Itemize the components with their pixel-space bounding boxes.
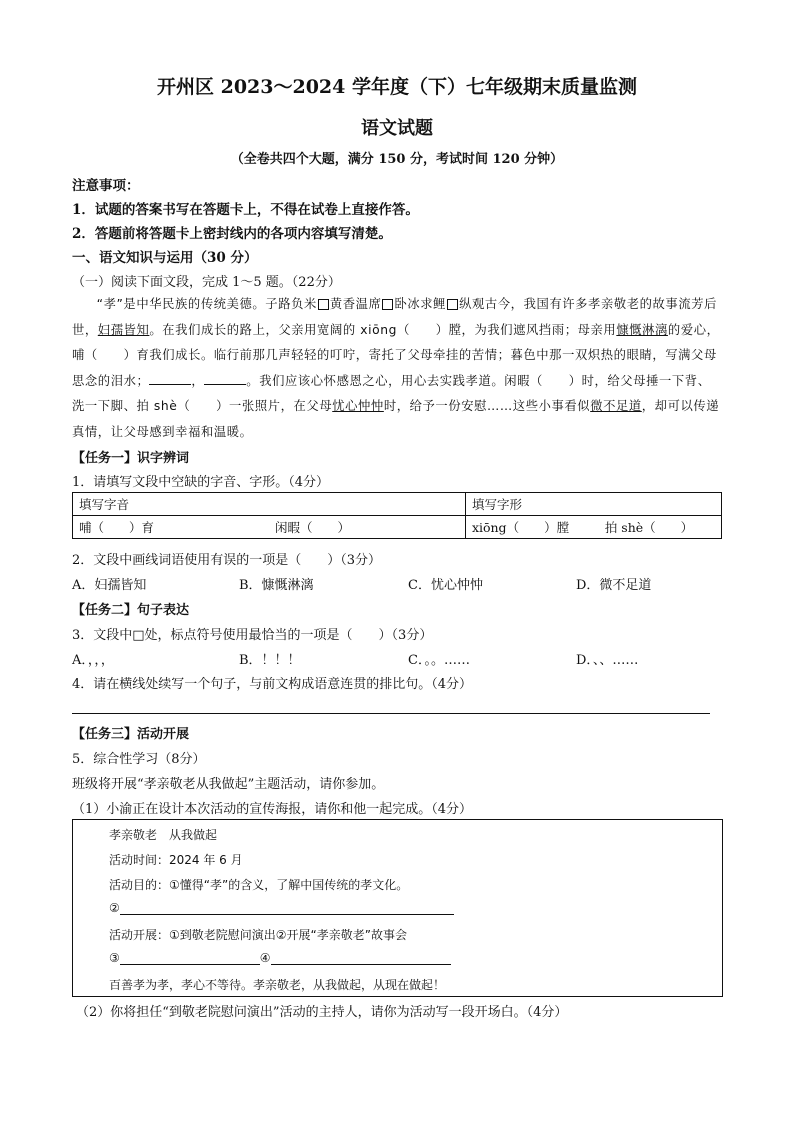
underlined-word-3: 忧心忡忡	[332, 399, 384, 413]
q2-option-b[interactable]: B．慷慨淋漓	[239, 578, 314, 593]
cell-xiong-tang[interactable]: xiōng（ ）膛	[465, 516, 598, 539]
cell-pai-she[interactable]: 拍 shè（ ）	[599, 516, 722, 539]
table-header-characters: 填写字形	[465, 493, 721, 516]
task2-heading: 【任务二】句子表达	[72, 603, 190, 618]
task3-intro: 班级将开展“孝亲敬老从我做起”主题活动，请你参加。	[72, 777, 385, 792]
form-4-blank[interactable]	[271, 964, 451, 965]
question-3: 3．文段中□处，标点符号使用最恰当的一项是（ ）（3分）	[72, 628, 433, 643]
note-item-2: 2．答题前将答题卡上密封线内的各项内容填写清楚。	[72, 226, 392, 242]
fill-table	[72, 492, 722, 539]
blank-line-1[interactable]	[149, 384, 191, 385]
question-2: 2．文段中画线词语使用有误的一项是（ ）（3分）	[72, 553, 382, 568]
poster-slogan: 百善孝为孝，孝心不等待。孝亲敬老，从我做起，从现在做起！	[109, 978, 446, 992]
note-item-1: 1．试题的答案书写在答题卡上，不得在试卷上直接作答。	[72, 202, 419, 218]
question-4: 4．请在横线处续写一个句子，与前文构成语意连贯的排比句。（4分）	[72, 677, 473, 692]
q3-option-a[interactable]: A．，，，	[72, 653, 114, 668]
purpose-2-blank[interactable]	[120, 914, 454, 915]
exam-title: 开州区 2023～2024 学年度（下）七年级期末质量监测	[157, 76, 637, 98]
exam-info: （全卷共四个大题，满分 150 分，考试时间 120 分钟）	[230, 152, 564, 167]
poster-forms: 活动开展：①到敬老院慰问演出②开展“孝亲敬老”故事会	[109, 928, 407, 942]
question-5: 5．综合性学习（8分）	[72, 752, 206, 767]
underlined-word-4: 微不足道	[590, 399, 642, 413]
q3-option-d[interactable]: D．、、……	[576, 653, 639, 668]
punct-box-1	[318, 299, 329, 310]
notes-heading: 注意事项：	[72, 178, 140, 194]
cell-bu-yu[interactable]: 哺（ ）育	[73, 516, 269, 539]
blank-line-2[interactable]	[204, 384, 246, 385]
question-5-2: （2）你将担任“到敬老院慰问演出”活动的主持人，请你为活动写一段开场白。（4分）	[76, 1005, 568, 1020]
task3-heading: 【任务三】活动开展	[72, 727, 190, 742]
underlined-word-2: 慷慨淋漓	[616, 322, 668, 337]
section1-intro: （一）阅读下面文段，完成 1～5 题。（22分）	[72, 275, 341, 290]
form-3-blank[interactable]	[120, 964, 260, 965]
subject-title: 语文试题	[361, 118, 433, 139]
punct-box-3	[447, 299, 458, 310]
poster-forms-34: ③ ④	[109, 951, 451, 965]
q3-option-b[interactable]: B．！！！	[239, 653, 301, 668]
poster-purpose-2: ②	[109, 901, 454, 915]
task1-heading: 【任务一】识字辨词	[72, 451, 190, 466]
underlined-word-1: 妇孺皆知	[97, 322, 150, 337]
q4-answer-line[interactable]	[72, 713, 710, 714]
punct-box-2	[382, 299, 393, 310]
q2-option-c[interactable]: C．忧心忡忡	[408, 578, 483, 593]
table-header-pronunciation: 填写字音	[73, 493, 466, 516]
q2-option-a[interactable]: A．妇孺皆知	[72, 578, 147, 593]
cell-xian-xia[interactable]: 闲暇（ ）	[269, 516, 465, 539]
q3-option-c[interactable]: C．。。……	[408, 653, 470, 668]
reading-passage: “孝”是中华民族的传统美德。子路负米 黄香温席 卧冰求鲤 纵观古今，我国有许多孝亲敬老的故事流芳后世，妇孺皆知。在我们成长的路上，父亲用宽阔的 xiōng（ ）膛，为我们遮风挡雨；母亲用慷慨淋漓的爱心，哺（ ）育我们成长。临行前那几声轻轻的叮咛，寄托了父母牵挂的苦情；暮色中那一双炽热的眼睛，写满父母思念的泪水； ， 。我们应该心怀感恩之心，用心去实践孝道。闲暇（ ）时，给父母捶一下背、洗一下脚、拍 shè（ ）一张照片，在父母忧心忡忡时，给予一份安慰……这些小事看似微不足道，却可以传递真情，让父母感到幸福和温暖。	[72, 297, 720, 439]
section1-heading: 一、语文知识与运用（30 分）	[72, 250, 258, 266]
question-5-1: （1）小渝正在设计本次活动的宣传海报，请你和他一起完成。（4分）	[72, 802, 473, 817]
poster-time: 活动时间：2024 年 6 月	[109, 853, 243, 867]
question-1: 1．请填写文段中空缺的字音、字形。（4分）	[72, 475, 330, 490]
poster-title: 孝亲敬老 从我做起	[109, 828, 218, 842]
activity-poster	[72, 819, 723, 997]
poster-purpose: 活动目的：①懂得“孝”的含义，了解中国传统的孝文化。	[109, 878, 409, 892]
q2-option-d[interactable]: D．微不足道	[576, 578, 652, 593]
